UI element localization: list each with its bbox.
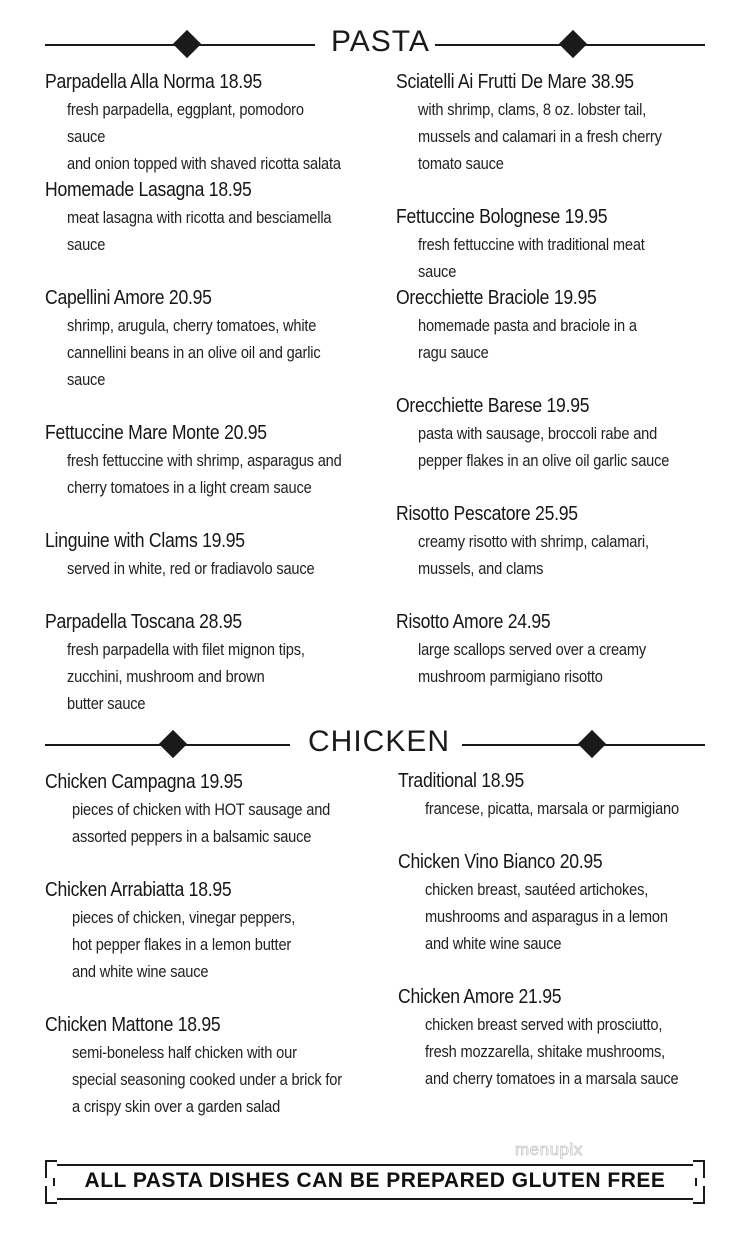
menu-item — [45, 1011, 386, 1120]
menu-item-title: Linguine with Clams 19.95 — [45, 530, 245, 552]
menu-item-description: pieces of chicken, vinegar peppers, hot pepper flakes in a lemon butter and white wine sauce — [72, 908, 296, 981]
menu-item-description: fresh parpadella, eggplant, pomodoro sauce and onion topped with shaved ricotta salata — [67, 100, 341, 173]
menu-item — [398, 983, 720, 1092]
gluten-free-banner — [45, 1160, 705, 1204]
diamond-ornament-icon — [559, 30, 587, 58]
menu-item-description: pasta with sausage, broccoli rabe and pepper flakes in an olive oil garlic sauce — [418, 424, 670, 470]
menu-item-title: Risotto Amore 24.95 — [396, 611, 551, 633]
menupix-watermark: menupix — [515, 1140, 583, 1159]
menu-item-title: Homemade Lasagna 18.95 — [45, 179, 252, 201]
menu-item — [45, 284, 362, 393]
menu-item-title: Risotto Pescatore 25.95 — [396, 503, 578, 525]
menu-item-description: large scallops served over a creamy mushroom parmigiano risotto — [418, 640, 647, 686]
chicken-section-header — [45, 725, 705, 760]
menu-item — [396, 500, 686, 582]
menu-item-title: Parpadella Toscana 28.95 — [45, 611, 242, 633]
menu-item — [396, 608, 683, 690]
menu-item — [396, 203, 726, 285]
menu-item-description: with shrimp, clams, 8 oz. lobster tail, mussels and calamari in a fresh cherry tomato sauce — [418, 100, 662, 173]
menu-item-description: francese, picatta, marsala or parmigiano — [425, 799, 679, 818]
menu-item-title: Chicken Arrabiatta 18.95 — [45, 879, 232, 901]
menu-item-description: fresh fettuccine with traditional meat sauce — [418, 235, 645, 281]
menu-item-title: Fettuccine Mare Monte 20.95 — [45, 422, 267, 444]
menu-item-title: Sciatelli Ai Frutti De Mare 38.95 — [396, 71, 634, 93]
menu-item-description: fresh fettuccine with shrimp, asparagus and cherry tomatoes in a light cream sauce — [67, 451, 342, 497]
menu-item-description: semi-boneless half chicken with our special seasoning cooked under a brick for a crispy skin over a garden salad — [72, 1043, 342, 1116]
menu-item-title: Chicken Vino Bianco 20.95 — [398, 851, 603, 873]
section-title: PASTA — [331, 25, 430, 58]
menu-item — [398, 848, 707, 957]
gluten-free-notice: ALL PASTA DISHES CAN BE PREPARED GLUTEN FREE — [84, 1169, 666, 1192]
menu-item-title: Orecchiette Braciole 19.95 — [396, 287, 597, 309]
menu-item-title: Chicken Amore 21.95 — [398, 986, 562, 1008]
menu-item — [45, 608, 343, 717]
pasta-section-header — [45, 25, 705, 60]
menu-item-title: Parpadella Alla Norma 18.95 — [45, 71, 262, 93]
menu-item — [45, 419, 386, 501]
menu-item — [45, 876, 332, 985]
menu-item — [45, 768, 372, 850]
diamond-ornament-icon — [159, 730, 187, 758]
menu-item — [396, 68, 701, 177]
menu-item — [398, 767, 720, 822]
menu-item-title: Chicken Campagna 19.95 — [45, 771, 243, 793]
menu-item-description: homemade pasta and braciole in a ragu sauce — [418, 316, 637, 362]
menu-item-description: shrimp, arugula, cherry tomatoes, white cannellini beans in an olive oil and garlic sauce — [67, 316, 321, 389]
menu-item-title: Fettuccine Bolognese 19.95 — [396, 206, 608, 228]
diamond-ornament-icon — [173, 30, 201, 58]
menu-item-title: Traditional 18.95 — [398, 770, 524, 792]
menu-item — [396, 284, 672, 366]
menu-item-title: Orecchiette Barese 19.95 — [396, 395, 590, 417]
menu-item — [396, 392, 710, 474]
section-title: CHICKEN — [308, 725, 451, 758]
menu-item-description: chicken breast, sautéed artichokes, mushrooms and asparagus in a lemon and white wine sauce — [425, 880, 668, 953]
menu-item-description: chicken breast served with prosciutto, fresh mozzarella, shitake mushrooms, and cherry tomatoes in a marsala sauce — [425, 1015, 679, 1088]
menu-item-description: meat lasagna with ricotta and besciamella sauce — [67, 208, 332, 254]
menu-item-description: creamy risotto with shrimp, calamari, mussels, and clams — [418, 532, 649, 578]
menu-item-title: Chicken Mattone 18.95 — [45, 1014, 221, 1036]
diamond-ornament-icon — [578, 730, 606, 758]
menu-item-title: Capellini Amore 20.95 — [45, 287, 212, 309]
menu-item — [45, 68, 390, 177]
menu-item-description: served in white, red or fradiavolo sauce — [67, 559, 315, 578]
menu-item-description: fresh parpadella with filet mignon tips, zucchini, mushroom and brown butter sauce — [67, 640, 305, 713]
menu-item — [45, 527, 355, 582]
menu-item-description: pieces of chicken with HOT sausage and assorted peppers in a balsamic sauce — [72, 800, 331, 846]
menu-item — [45, 176, 374, 258]
